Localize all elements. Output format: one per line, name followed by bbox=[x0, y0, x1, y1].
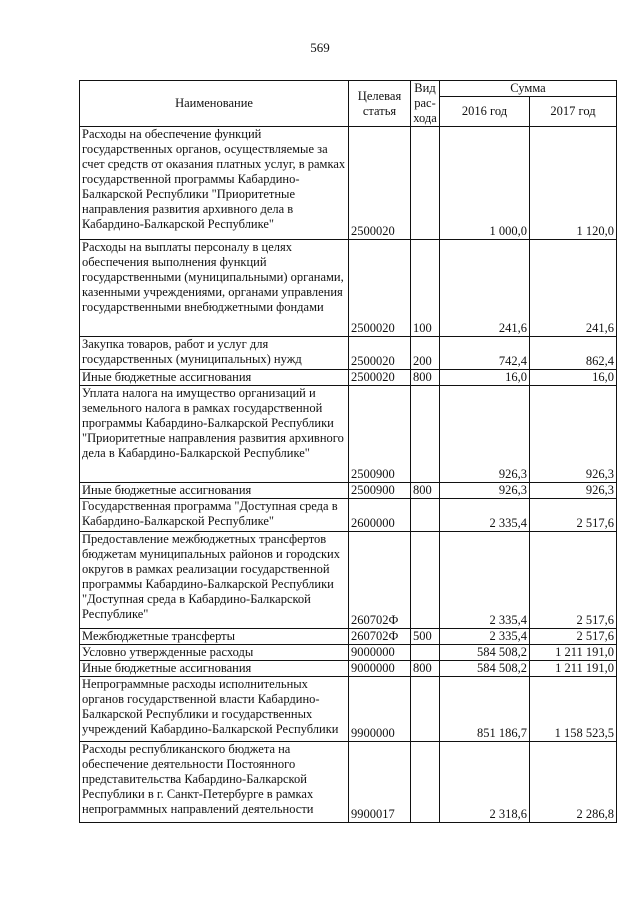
row-target-article: 2500020 bbox=[349, 337, 411, 370]
row-sum-2017: 1 158 523,5 bbox=[530, 677, 617, 742]
row-sum-2017: 241,6 bbox=[530, 240, 617, 337]
row-target-article: 2500900 bbox=[349, 386, 411, 483]
row-sum-2016: 2 335,4 bbox=[440, 629, 530, 645]
row-sum-2017: 1 120,0 bbox=[530, 127, 617, 240]
row-sum-2016: 926,3 bbox=[440, 483, 530, 499]
row-expense-type bbox=[411, 677, 440, 742]
row-target-article: 9900000 bbox=[349, 677, 411, 742]
header-year-2016: 2016 год bbox=[440, 97, 530, 127]
row-expense-type: 800 bbox=[411, 661, 440, 677]
row-name: Расходы республиканского бюджета на обеспечение деятельности Постоянного представительства Кабардино-Балкарской Республики в г. Санкт-Петербурге в рамках непрограммных направлений деятельности bbox=[80, 742, 349, 823]
row-sum-2016: 2 335,4 bbox=[440, 532, 530, 629]
row-sum-2017: 16,0 bbox=[530, 370, 617, 386]
row-sum-2017: 1 211 191,0 bbox=[530, 661, 617, 677]
row-name: Расходы на выплаты персоналу в целях обеспечения выполнения функций государственными (муниципальными) органами, казенными учреждениями, органами управления государственными внебюджетными фондами bbox=[80, 240, 349, 337]
table-row bbox=[80, 240, 617, 337]
row-target-article: 2500020 bbox=[349, 127, 411, 240]
table-row bbox=[80, 742, 617, 823]
row-sum-2017: 2 517,6 bbox=[530, 629, 617, 645]
row-expense-type: 500 bbox=[411, 629, 440, 645]
table-body bbox=[80, 127, 617, 823]
row-sum-2017: 862,4 bbox=[530, 337, 617, 370]
row-name: Иные бюджетные ассигнования bbox=[80, 483, 349, 499]
row-sum-2016: 241,6 bbox=[440, 240, 530, 337]
page-number: 569 bbox=[310, 40, 330, 55]
row-expense-type bbox=[411, 127, 440, 240]
row-name: Иные бюджетные ассигнования bbox=[80, 370, 349, 386]
header-year-2017: 2017 год bbox=[530, 97, 617, 127]
row-sum-2017: 926,3 bbox=[530, 483, 617, 499]
header-expense-type: Вид рас-хода bbox=[411, 81, 440, 127]
row-target-article: 2600000 bbox=[349, 499, 411, 532]
row-sum-2017: 2 517,6 bbox=[530, 532, 617, 629]
row-expense-type bbox=[411, 386, 440, 483]
header-name: Наименование bbox=[80, 81, 349, 127]
row-expense-type: 800 bbox=[411, 370, 440, 386]
header-sum: Сумма bbox=[440, 81, 617, 97]
row-expense-type bbox=[411, 499, 440, 532]
table-row bbox=[80, 337, 617, 370]
row-expense-type bbox=[411, 742, 440, 823]
row-name: Расходы на обеспечение функций государственных органов, осуществляемые за счет средств от оказания платных услуг, в рамках государственной программы Кабардино-Балкарской Республики "Приоритетные направления развития архивного дела в Кабардино-Балкарской Республике" bbox=[80, 127, 349, 240]
row-expense-type: 100 bbox=[411, 240, 440, 337]
table-row bbox=[80, 483, 617, 499]
row-name: Иные бюджетные ассигнования bbox=[80, 661, 349, 677]
row-name: Условно утвержденные расходы bbox=[80, 645, 349, 661]
row-name: Закупка товаров, работ и услуг для государственных (муниципальных) нужд bbox=[80, 337, 349, 370]
row-sum-2016: 926,3 bbox=[440, 386, 530, 483]
row-sum-2016: 2 335,4 bbox=[440, 499, 530, 532]
row-target-article: 260702Ф bbox=[349, 629, 411, 645]
row-target-article: 260702Ф bbox=[349, 532, 411, 629]
row-sum-2016: 584 508,2 bbox=[440, 661, 530, 677]
row-target-article: 2500900 bbox=[349, 483, 411, 499]
row-sum-2017: 1 211 191,0 bbox=[530, 645, 617, 661]
table-row bbox=[80, 677, 617, 742]
table-row bbox=[80, 661, 617, 677]
table-row bbox=[80, 499, 617, 532]
row-expense-type: 200 bbox=[411, 337, 440, 370]
row-target-article: 2500020 bbox=[349, 370, 411, 386]
row-sum-2017: 2 286,8 bbox=[530, 742, 617, 823]
row-sum-2016: 2 318,6 bbox=[440, 742, 530, 823]
row-expense-type bbox=[411, 645, 440, 661]
row-target-article: 9900017 bbox=[349, 742, 411, 823]
row-expense-type bbox=[411, 532, 440, 629]
row-name: Предоставление межбюджетных трансфертов бюджетам муниципальных районов и городских округов в рамках реализации государственной программы Кабардино-Балкарской Республики "Доступная среда в Кабардино-Балкарской Республике" bbox=[80, 532, 349, 629]
table-row bbox=[80, 629, 617, 645]
row-sum-2017: 2 517,6 bbox=[530, 499, 617, 532]
header-target-article: Целевая статья bbox=[349, 81, 411, 127]
row-sum-2016: 742,4 bbox=[440, 337, 530, 370]
row-sum-2016: 584 508,2 bbox=[440, 645, 530, 661]
table-row bbox=[80, 532, 617, 629]
table-row bbox=[80, 645, 617, 661]
row-name: Государственная программа "Доступная среда в Кабардино-Балкарской Республике" bbox=[80, 499, 349, 532]
row-expense-type: 800 bbox=[411, 483, 440, 499]
budget-table bbox=[79, 80, 617, 823]
row-sum-2017: 926,3 bbox=[530, 386, 617, 483]
row-name: Межбюджетные трансферты bbox=[80, 629, 349, 645]
row-target-article: 9000000 bbox=[349, 645, 411, 661]
row-name: Уплата налога на имущество организаций и земельного налога в рамках государственной программы Кабардино-Балкарской Республики "Приоритетные направления развития архивного дела в Кабардино-Балкарской Республике" bbox=[80, 386, 349, 483]
table-header bbox=[80, 81, 617, 127]
row-name: Непрограммные расходы исполнительных органов государственной власти Кабардино-Балкарской Республики и государственных учреждений Кабардино-Балкарской Республики bbox=[80, 677, 349, 742]
row-target-article: 2500020 bbox=[349, 240, 411, 337]
row-target-article: 9000000 bbox=[349, 661, 411, 677]
row-sum-2016: 1 000,0 bbox=[440, 127, 530, 240]
table-row bbox=[80, 370, 617, 386]
table-row bbox=[80, 386, 617, 483]
table-row bbox=[80, 127, 617, 240]
row-sum-2016: 851 186,7 bbox=[440, 677, 530, 742]
row-sum-2016: 16,0 bbox=[440, 370, 530, 386]
